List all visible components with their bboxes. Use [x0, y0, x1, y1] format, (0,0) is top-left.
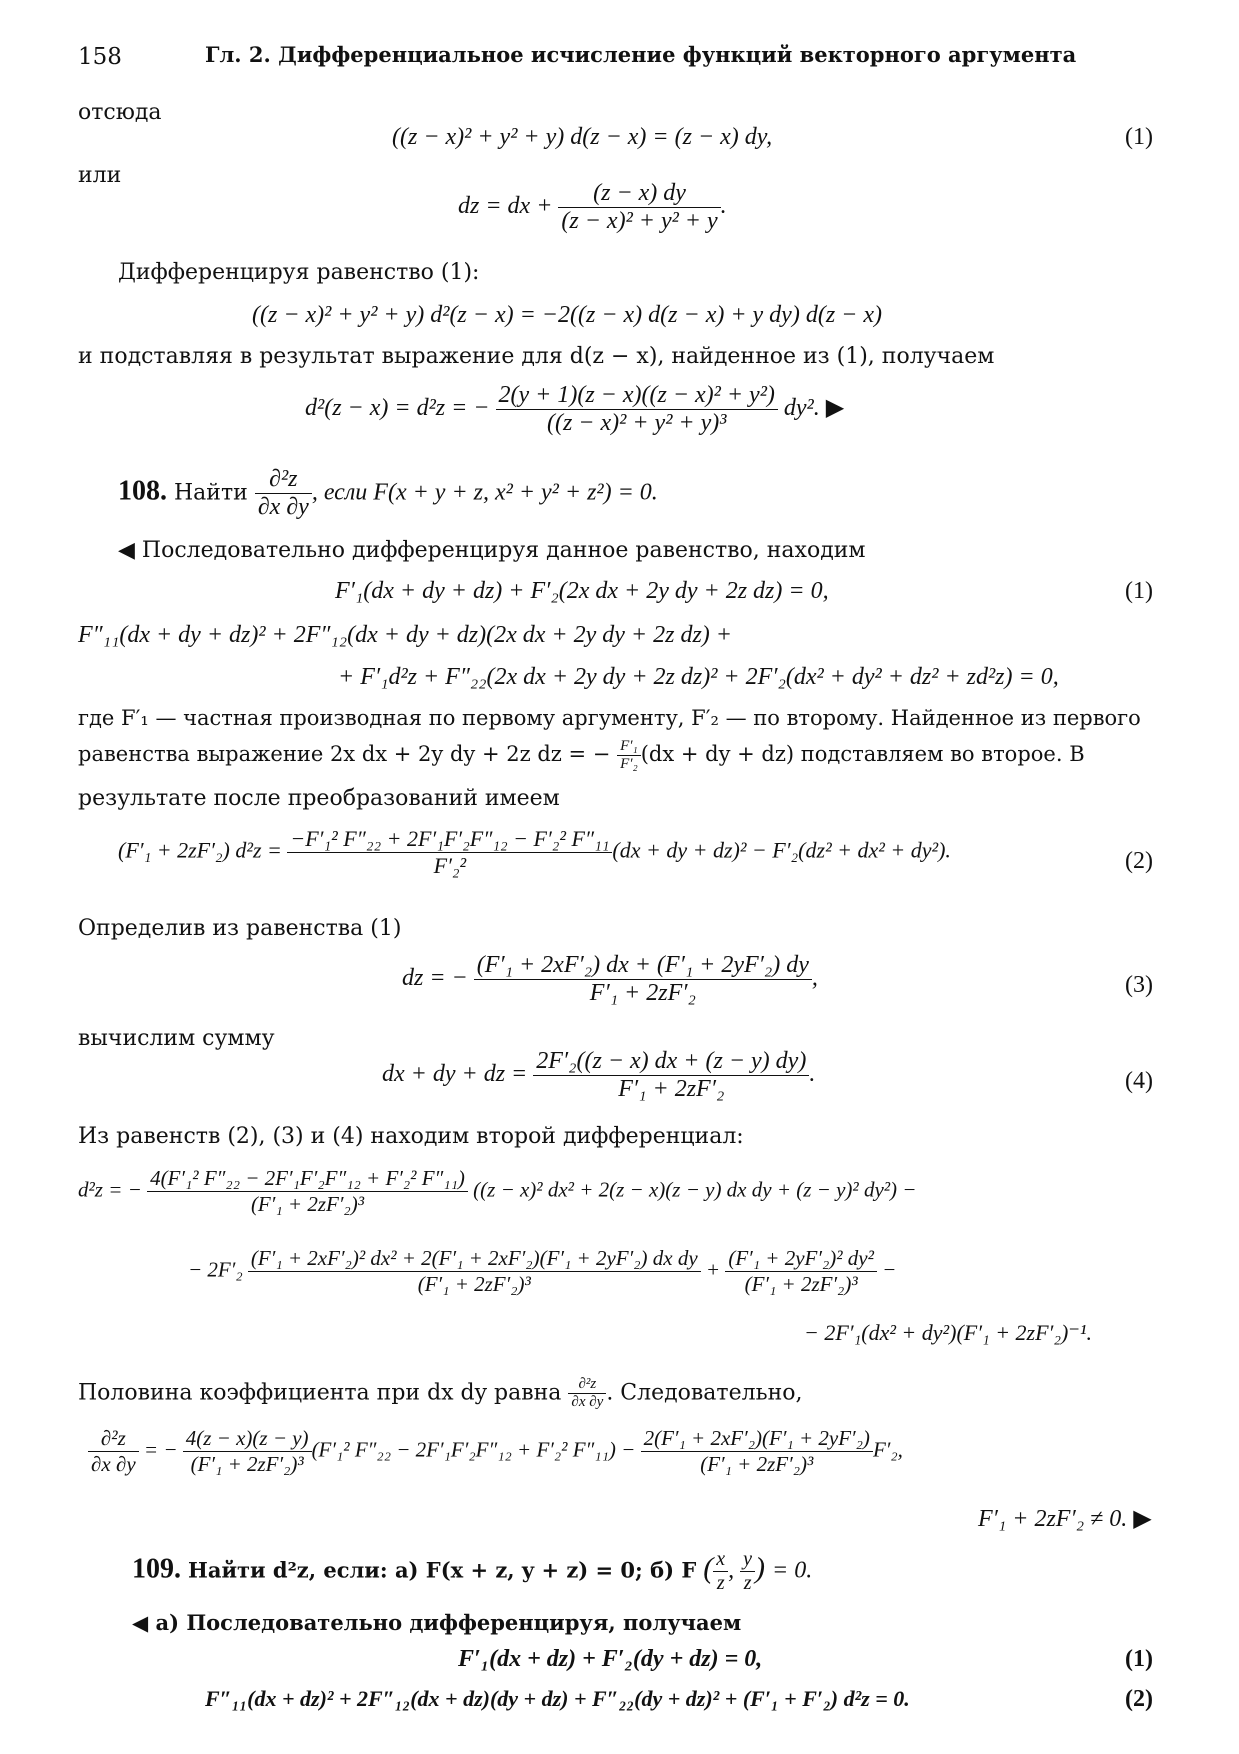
eq-tail: (dx + dy + dz)² − F′₂(dz² + dx² + dy²).: [612, 837, 951, 863]
equation: F″₁₁(dx + dy + dz)² + 2F″₁₂(dx + dy + dz)(2x dx + 2y dy + 2z dz) +: [78, 622, 732, 648]
fraction: [558, 180, 720, 235]
denominator: (F′₁ + 2zF′₂)³: [417, 1272, 531, 1296]
denominator: (z − x)² + y² + y: [561, 208, 718, 234]
equation: [305, 382, 844, 437]
eq-lhs: dz = −: [402, 965, 468, 992]
paren: (: [703, 1551, 714, 1585]
eq-part: +: [705, 1257, 721, 1282]
numerator: (F′₁ + 2yF′₂)² dy²: [725, 1246, 877, 1272]
numerator: 2F′₂((z − x) dx + (z − y) dy): [533, 1048, 809, 1076]
text-line: [78, 738, 1085, 773]
eq-tail: ,: [811, 965, 818, 992]
denominator: (F′₁ + 2zF′₂)³: [744, 1272, 858, 1296]
equation: [402, 952, 818, 1007]
text-line: Из равенств (2), (3) и (4) находим второй дифференциал:: [78, 1124, 744, 1149]
text-line: вычислим сумму: [78, 1026, 275, 1051]
text-line: где F′₁ — частная производная по первому аргументу, F′₂ — по второму. Найденное из первого: [78, 706, 1141, 730]
denominator: z: [716, 1572, 725, 1594]
equation: ((z − x)² + y² + y) d(z − x) = (z − x) dy,: [392, 124, 773, 150]
text-part: . Следовательно,: [606, 1380, 803, 1406]
numerator: (F′₁ + 2xF′₂) dx + (F′₁ + 2yF′₂) dy: [474, 952, 812, 980]
problem-number: 109.: [132, 1553, 181, 1585]
equation: + F′₁d²z + F″₂₂(2x dx + 2y dy + 2z dz)² + 2F′₂(dx² + dy² + dz² + zd²z) = 0,: [338, 664, 1059, 690]
equation: [458, 180, 727, 235]
numerator: y: [740, 1548, 755, 1572]
equation: − 2F′₁(dx² + dy²)(F′₁ + 2zF′₂)⁻¹.: [804, 1320, 1093, 1345]
equation: [188, 1246, 896, 1297]
fraction: [88, 1426, 139, 1477]
eq-lhs: d²z = −: [78, 1177, 142, 1202]
numerator: ∂²z: [568, 1376, 606, 1394]
condition: , если F(x + y + z, x² + y² + z²) = 0.: [311, 479, 658, 506]
fraction: [725, 1246, 877, 1297]
problem-109-statement: 109. Найти d²z, если: а) F(x + z, y + z) = 0; б) F ( $\frac{x}{z}$ , $\frac{y}{z}$ ) = 0.: [132, 1548, 813, 1594]
equation-number: (1): [1125, 124, 1153, 150]
fraction: [147, 1166, 468, 1217]
problem-number: 108.: [118, 475, 167, 507]
numerator: F′₁: [617, 738, 641, 756]
chapter-title: Гл. 2. Дифференциальное исчисление функций векторного аргумента: [205, 42, 1077, 67]
page-number: 158: [78, 44, 122, 70]
text-line: результате после преобразований имеем: [78, 786, 560, 811]
eq-tail: dy². ▶: [783, 395, 845, 422]
denominator: ∂x ∂y: [91, 1452, 136, 1476]
denominator: ∂x ∂y: [257, 494, 309, 520]
denominator: ∂x ∂y: [571, 1394, 604, 1410]
fraction: [255, 466, 312, 521]
denominator: ((z − x)² + y² + y)³: [546, 410, 727, 436]
equation: F″₁₁(dx + dz)² + 2F″₁₂(dx + dz)(dy + dz) + F″₂₂(dy + dz)² + (F′₁ + F′₂) d²z = 0.: [205, 1686, 910, 1711]
numerator: ∂²z: [88, 1426, 139, 1452]
fraction: [533, 1048, 809, 1103]
equation-number: (2): [1125, 1686, 1153, 1712]
equation: ((z − x)² + y² + y) d²(z − x) = −2((z − x) d(z − x) + y dy) d(z − x): [252, 302, 882, 328]
eq-part: (F′₁² F″₂₂ − 2F′₁F′₂F″₁₂ + F′₂² F″₁₁) −: [311, 1437, 636, 1462]
fraction: [183, 1426, 312, 1477]
equation: F′₁(dx + dy + dz) + F′₂(2x dx + 2y dy + 2z dz) = 0,: [335, 578, 829, 604]
fraction: [740, 1548, 755, 1595]
numerator: 2(y + 1)(z − x)((z − x)² + y²): [496, 382, 778, 410]
find-word: Найти: [174, 480, 248, 506]
eq-tail: .: [809, 1061, 816, 1088]
eq-part: −: [882, 1257, 897, 1282]
fraction: [617, 738, 641, 773]
equation-number: (3): [1125, 972, 1153, 998]
numerator: ∂²z: [255, 466, 312, 494]
numerator: (F′₁ + 2xF′₂)² dx² + 2(F′₁ + 2xF′₂)(F′₁ + 2yF′₂) dx dy: [248, 1246, 701, 1272]
denominator: F′₁ + 2zF′₂: [618, 1076, 725, 1102]
numerator: x: [713, 1548, 728, 1572]
equation: [118, 826, 951, 879]
eq-lhs: d²(z − x) = d²z = −: [305, 395, 490, 422]
denominator: F′₂²: [433, 853, 467, 878]
eq-tail: .: [720, 193, 727, 220]
fraction: [474, 952, 812, 1007]
text-part: (dx + dy + dz) подставляем во второе. В: [640, 742, 1085, 766]
denominator: z: [743, 1572, 752, 1594]
eq-part: F′₂,: [872, 1437, 903, 1462]
equation: [382, 1048, 815, 1103]
eq-lhs: (F′₁ + 2zF′₂) d²z =: [118, 837, 282, 863]
text-line: отсюда: [78, 100, 162, 125]
numerator: 4(F′₁² F″₂₂ − 2F′₁F′₂F″₁₂ + F′₂² F″₁₁): [147, 1166, 468, 1192]
equation: F′₁(dx + dz) + F′₂(dy + dz) = 0,: [458, 1646, 763, 1672]
eq-lhs: dx + dy + dz =: [382, 1061, 528, 1088]
equation: [78, 1166, 916, 1217]
text-part: Половина коэффициента при dx dy равна: [78, 1380, 562, 1406]
fraction: [248, 1246, 701, 1297]
equation-number: (2): [1125, 848, 1153, 874]
eq-lhs: dz = dx +: [458, 193, 553, 220]
eq-part: − 2F′₂: [188, 1257, 243, 1282]
text-line: Дифференцируя равенство (1):: [118, 260, 480, 285]
text-line: ◀ Последовательно дифференцируя данное равенство, находим: [118, 538, 866, 563]
problem-108-statement: [118, 466, 658, 521]
equation: [88, 1426, 903, 1477]
denominator: F′₁ + 2zF′₂: [589, 980, 696, 1006]
fraction: [287, 826, 612, 879]
denominator: (F′₁ + 2zF′₂)³: [700, 1452, 814, 1476]
numerator: 2(F′₁ + 2xF′₂)(F′₁ + 2yF′₂): [641, 1426, 873, 1452]
fraction: [641, 1426, 873, 1477]
fraction: [496, 382, 778, 437]
equation: F′₁ + 2zF′₂ ≠ 0. ▶: [978, 1506, 1152, 1532]
paren: ): [755, 1551, 766, 1585]
denominator: F′₂: [620, 756, 638, 772]
text-line: [78, 1376, 802, 1411]
text-line: и подставляя в результат выражение для d(z − x), найденное из (1), получаем: [78, 344, 995, 369]
denominator: (F′₁ + 2zF′₂)³: [250, 1192, 365, 1216]
statement: Найти d²z, если: а) F(x + z, y + z) = 0; б) F: [188, 1557, 697, 1583]
text-part: равенства выражение 2x dx + 2y dy + 2z dz = −: [78, 742, 611, 766]
text-line: Определив из равенства (1): [78, 916, 402, 941]
equation-number: (1): [1125, 578, 1153, 604]
text-line: или: [78, 163, 122, 188]
denominator: (F′₁ + 2zF′₂)³: [190, 1452, 304, 1476]
numerator: (z − x) dy: [558, 180, 720, 208]
statement-end: = 0.: [772, 1557, 813, 1584]
equation-number: (1): [1125, 1646, 1153, 1672]
text-line: ◀ а) Последовательно дифференцируя, получаем: [132, 1610, 742, 1635]
eq-part: = −: [143, 1437, 178, 1462]
equation-number: (4): [1125, 1068, 1153, 1094]
eq-tail: ((z − x)² dx² + 2(z − x)(z − y) dx dy + (z − y)² dy²) −: [473, 1177, 917, 1202]
numerator: 4(z − x)(z − y): [183, 1426, 312, 1452]
fraction: [713, 1548, 728, 1595]
numerator: −F′₁² F″₂₂ + 2F′₁F′₂F″₁₂ − F′₂² F″₁₁: [287, 826, 612, 853]
fraction: [568, 1376, 606, 1411]
